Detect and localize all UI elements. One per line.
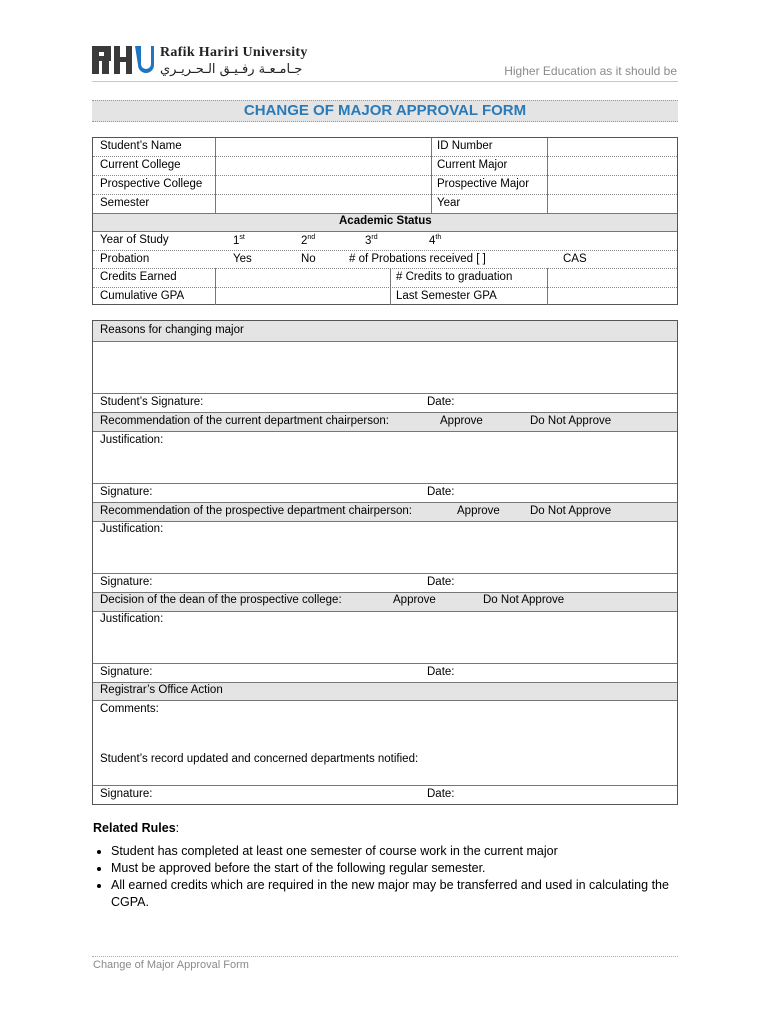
tagline: Higher Education as it should be bbox=[504, 64, 677, 78]
form-title-band bbox=[92, 100, 678, 122]
registrar-signature-date: Date: bbox=[427, 788, 455, 800]
current-signature-label: Signature: bbox=[100, 486, 153, 498]
rule-item: • Student has completed at least one semester of course work in the current major bbox=[111, 843, 683, 860]
dean-justification-label: Justification: bbox=[100, 613, 164, 625]
student-name-field[interactable] bbox=[217, 139, 430, 155]
rec-prospective-label: Recommendation of the prospective department chairperson: bbox=[100, 505, 412, 517]
label-last-semester-gpa: Last Semester GPA bbox=[396, 290, 497, 302]
credits-earned-field[interactable] bbox=[217, 269, 389, 286]
label-year: Year bbox=[437, 197, 461, 209]
registrar-label: Registrar’s Office Action bbox=[100, 684, 223, 696]
cumulative-gpa-field[interactable] bbox=[217, 288, 389, 304]
university-logo bbox=[92, 44, 154, 76]
reasons-label: Reasons for changing major bbox=[100, 324, 244, 336]
reasons-field[interactable] bbox=[95, 343, 675, 392]
dean-signature-date: Date: bbox=[427, 666, 455, 678]
student-signature-label: Student’s Signature: bbox=[100, 396, 204, 408]
year-option-1[interactable]: 1st bbox=[233, 234, 245, 247]
prospective-approve[interactable]: Approve bbox=[457, 505, 500, 517]
year-option-2[interactable]: 2nd bbox=[301, 234, 316, 247]
dean-signature-label: Signature: bbox=[100, 666, 153, 678]
label-prospective-college: Prospective College bbox=[100, 178, 203, 190]
current-justification-field[interactable] bbox=[95, 449, 675, 482]
last-semester-gpa-field[interactable] bbox=[549, 288, 676, 304]
approval-table bbox=[92, 320, 678, 805]
label-cumulative-gpa: Cumulative GPA bbox=[100, 290, 185, 302]
dean-decision-label: Decision of the dean of the prospective college: bbox=[100, 594, 342, 606]
label-credits-to-graduation: # Credits to graduation bbox=[396, 271, 513, 283]
comments-field[interactable] bbox=[95, 718, 675, 748]
related-rules-heading: Related Rules: bbox=[93, 821, 180, 835]
year-field[interactable] bbox=[549, 196, 676, 212]
label-probation: Probation bbox=[100, 253, 150, 265]
footer-text: Change of Major Approval Form bbox=[93, 959, 249, 971]
dean-do-not-approve[interactable]: Do Not Approve bbox=[483, 594, 565, 606]
university-name-en: Rafik Hariri University bbox=[160, 45, 308, 60]
label-prospective-major: Prospective Major bbox=[437, 178, 530, 190]
label-credits-earned: Credits Earned bbox=[100, 271, 177, 283]
academic-status-heading: Academic Status bbox=[339, 215, 432, 227]
rule-item: • All earned credits which are required in the new major may be transferred and used in calculating the CGPA. bbox=[111, 877, 683, 911]
prospective-signature-label: Signature: bbox=[100, 576, 153, 588]
related-rules-list bbox=[93, 843, 683, 911]
label-id-number: ID Number bbox=[437, 140, 493, 152]
probation-yes[interactable]: Yes bbox=[233, 253, 252, 265]
current-justification-label: Justification: bbox=[100, 434, 164, 446]
registrar-signature-label: Signature: bbox=[100, 788, 153, 800]
probation-no[interactable]: No bbox=[301, 253, 316, 265]
id-number-field[interactable] bbox=[549, 139, 676, 155]
record-updated-label: Student’s record updated and concerned departments notified: bbox=[100, 753, 419, 765]
student-signature-date: Date: bbox=[427, 396, 455, 408]
rec-current-label: Recommendation of the current department chairperson: bbox=[100, 415, 389, 427]
footer-divider bbox=[92, 956, 678, 957]
label-year-of-study: Year of Study bbox=[100, 234, 169, 246]
current-college-field[interactable] bbox=[217, 158, 430, 174]
student-info-table bbox=[92, 137, 678, 305]
dean-approve[interactable]: Approve bbox=[393, 594, 436, 606]
year-option-4[interactable]: 4th bbox=[429, 234, 442, 247]
comments-label: Comments: bbox=[100, 703, 159, 715]
rule-item: • Must be approved before the start of the following regular semester. bbox=[111, 860, 683, 877]
semester-field[interactable] bbox=[217, 196, 430, 212]
prospective-college-field[interactable] bbox=[217, 177, 430, 193]
university-name-ar: جـامـعـة رفـيـق الـحـريـري bbox=[160, 62, 303, 77]
label-student-name: Student’s Name bbox=[100, 140, 182, 152]
current-do-not-approve[interactable]: Do Not Approve bbox=[530, 415, 612, 427]
prospective-signature-date: Date: bbox=[427, 576, 455, 588]
dean-justification-field[interactable] bbox=[95, 629, 675, 662]
label-current-major: Current Major bbox=[437, 159, 508, 171]
label-semester: Semester bbox=[100, 197, 150, 209]
credits-to-graduation-field[interactable] bbox=[549, 269, 676, 286]
prospective-do-not-approve[interactable]: Do Not Approve bbox=[530, 505, 612, 517]
current-signature-date: Date: bbox=[427, 486, 455, 498]
year-option-3[interactable]: 3rd bbox=[365, 234, 378, 247]
cas-option[interactable]: CAS bbox=[563, 253, 587, 265]
prospective-justification-label: Justification: bbox=[100, 523, 164, 535]
current-approve[interactable]: Approve bbox=[440, 415, 483, 427]
prospective-major-field[interactable] bbox=[549, 177, 676, 193]
prospective-justification-field[interactable] bbox=[95, 539, 675, 572]
probations-received: # of Probations received [ ] bbox=[349, 253, 486, 265]
form-title: CHANGE OF MAJOR APPROVAL FORM bbox=[243, 102, 527, 119]
header-divider bbox=[92, 81, 678, 82]
current-major-field[interactable] bbox=[549, 158, 676, 174]
label-current-college: Current College bbox=[100, 159, 181, 171]
